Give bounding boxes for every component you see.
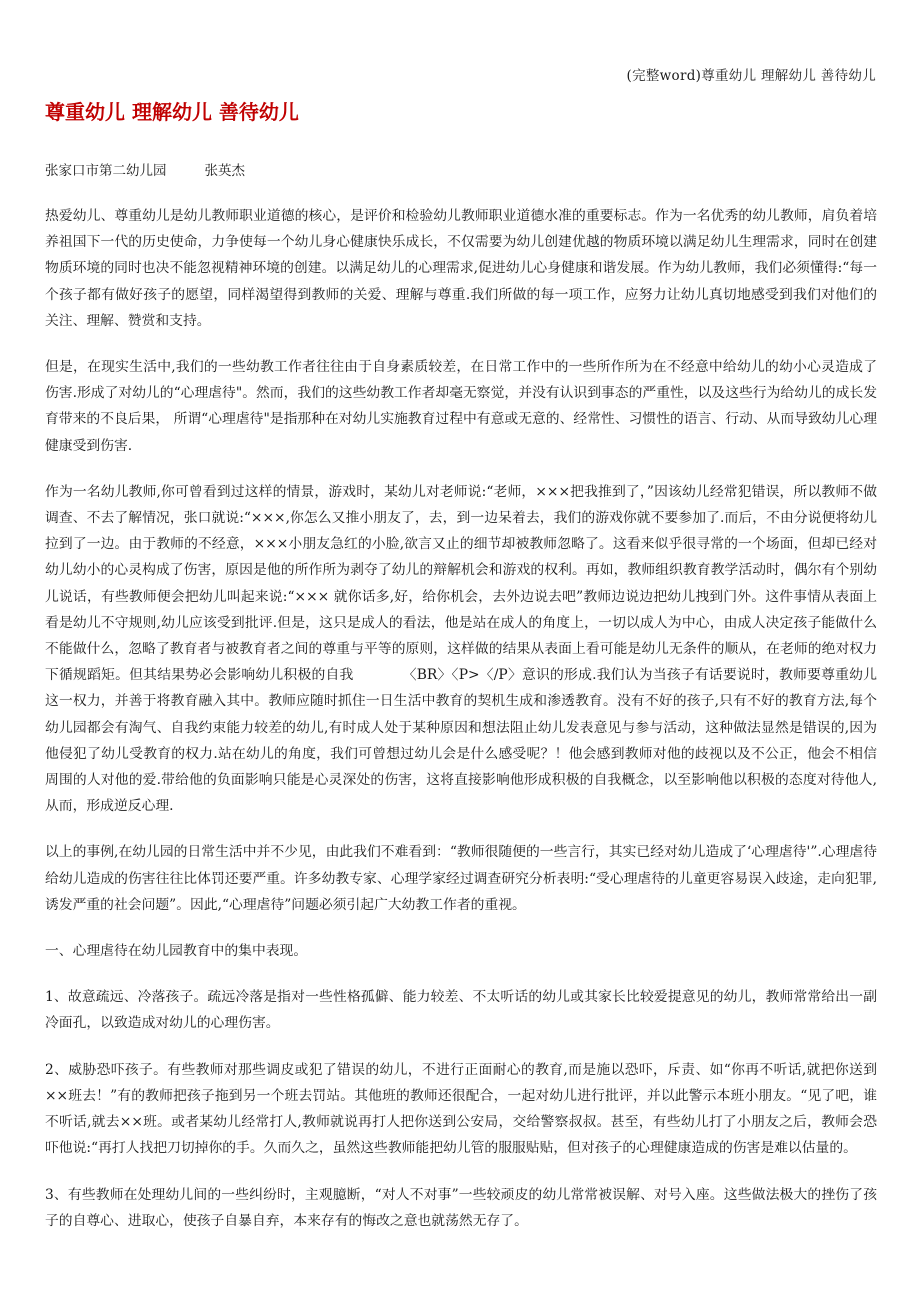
paragraph-conclusion: 以上的事例,在幼儿园的日常生活中并不少见，由此我们不难看到：“教师很随便的一些言行，其实已经对幼儿造成了‘心理虐待'”.心理虐待给幼儿造成的伤害往往比体罚还要严重。许多幼教专家、心理学家经过调查研究分析表明:“受心理虐待的儿童更容易误入歧途，走向犯罪,诱发严重的社会问题”。因此,“心理虐待”问题必须引起广大幼教工作者的重视。 — [45, 844, 877, 913]
author-affiliation: 张家口市第二幼儿园 — [45, 163, 167, 179]
list-item-1: 1、故意疏远、冷落孩子。疏远冷落是指对一些性格孤僻、能力较差、不太听话的幼儿或其家长比较爱提意见的幼儿，教师常常给出一副冷面孔，以致造成对幼儿的心理伤害。 — [45, 989, 877, 1032]
section-heading: 一、心理虐待在幼儿园教育中的集中表现。 — [45, 943, 308, 960]
article-body — [45, 203, 877, 1254]
byline — [45, 162, 245, 180]
list-item-2: 2、威胁恐吓孩子。有些教师对那些调皮或犯了错误的幼儿，不进行正面耐心的教育,而是施以恐吓，斥责、如“你再不听话,就把你送到××班去！”有的教师把孩子拖到另一个班去罚站。其他班的教师还很配合，一起对幼儿进行批评，并以此警示本班小朋友。“见了吧，谁不听话,就去××班。或者某幼儿经常打人,教师就说再打人把你送到公安局，交给警察叔叔。甚至，有些幼儿打了小朋友之后，教师会恐吓他说:“再打人找把刀切掉你的手。久而久之，虽然这些教师能把幼儿管的服服贴贴，但对孩子的心理健康造成的伤害是难以估量的。 — [45, 1061, 877, 1157]
document-title: 尊重幼儿 理解幼儿 善待幼儿 — [45, 100, 299, 124]
running-header: (完整word)尊重幼儿 理解幼儿 善待幼儿 — [626, 68, 876, 84]
paragraph-example: 作为一名幼儿教师,你可曾看到过这样的情景，游戏时，某幼儿对老师说:“老师，×××把我推到了，”因该幼儿经常犯错误，所以教师不做调查、不去了解情况，张口就说:“×××,你怎么又推小朋友了，去，到一边呆着去，我们的游戏你就不要参加了.而后，不由分说便将幼儿拉到了一边。由于教师的不经意，×××小朋友急红的小脸,欲言又止的细节却被教师忽略了。这看来似乎很寻常的一个场面，但却已经对幼儿幼小的心灵构成了伤害，原因是他的所作所为剥夺了幼儿的辩解机会和游戏的权利。再如，教师组织教育教学活动时，偶尔有个别幼儿说话，有些教师便会把幼儿叫起来说:“××× 就你话多,好，给你机会，去外边说去吧”教师边说边把幼儿拽到门外。这件事情从表面上看是幼儿不守规则,幼儿应该受到批评.但是，这只是成人的看法，他是站在成人的角度上，一切以成人为中心，由成人决定孩子能做什么不能做什么，忽略了教育者与被教育者之间的尊重与平等的原则，这样做的结果从表面上看可能是幼儿无条件的顺从，在老师的绝对权力下循规蹈矩。但其结果势必会影响幼儿积极的自我 〈BR〉〈P>〈/P〉意识的形成.我们认为当孩子有话要说时，教师要尊重幼儿这一权力，并善于将教育融入其中。教师应随时抓住一日生活中教育的契机生成和渗透教育。没有不好的孩子,只有不好的教育方法,每个幼儿园都会有淘气、自我约束能力较差的幼儿,有时成人处于某种原因和想法阻止幼儿发表意见与参与活动，这种做法显然是错误的,因为他侵犯了幼儿受教育的权力.站在幼儿的角度，我们可曾想过幼儿会是什么感受呢？！他会感到教师对他的歧视以及不公正，他会不相信周围的人对他的爱.带给他的负面影响只能是心灵深处的伤害，这将直接影响他形成积极的自我概念，以至影响他以积极的态度对待他人,从而，形成逆反心理. — [45, 483, 877, 815]
list-item-3: 3、有些教师在处理幼儿间的一些纠纷时，主观臆断，“对人不对事”一些较顽皮的幼儿常常被误解、对号入座。这些做法极大的挫伤了孩子的自尊心、进取心，使孩子自暴自弃，本来存有的悔改之意也就荡然无存了。 — [45, 1186, 877, 1229]
author-name: 张英杰 — [204, 163, 245, 179]
paragraph-intro: 热爱幼儿、尊重幼儿是幼儿教师职业道德的核心，是评价和检验幼儿教师职业道德水准的重要标志。作为一名优秀的幼儿教师，肩负着培养祖国下一代的历史使命，力争使每一个幼儿身心健康快乐成长，不仅需要为幼儿创建优越的物质环境以满足幼儿生理需求，同时在创建物质环境的同时也决不能忽视精神环境的创建。以满足幼儿的心理需求,促进幼儿心身健康和谐发展。作为幼儿教师，我们必须懂得:“每一个孩子都有做好孩子的愿望，同样渴望得到教师的关爱、理解与尊重.我们所做的每一项工作，应努力让幼儿真切地感受到我们对他们的关注、理解、赞赏和支持。 — [45, 208, 877, 329]
paragraph-reality: 但是，在现实生活中,我们的一些幼教工作者往往由于自身素质较差，在日常工作中的一些所作所为在不经意中给幼儿的幼小心灵造成了伤害.形成了对幼儿的“心理虐待"。然而，我们的这些幼教工作者却毫无察觉，并没有认识到事态的严重性，以及这些行为给幼儿的成长发育带来的不良后果， 所谓“心理虐待"是指那种在对幼儿实施教育过程中有意或无意的、经常性、习惯性的语言、行动、从而导致幼儿心理健康受到伤害. — [45, 359, 877, 454]
